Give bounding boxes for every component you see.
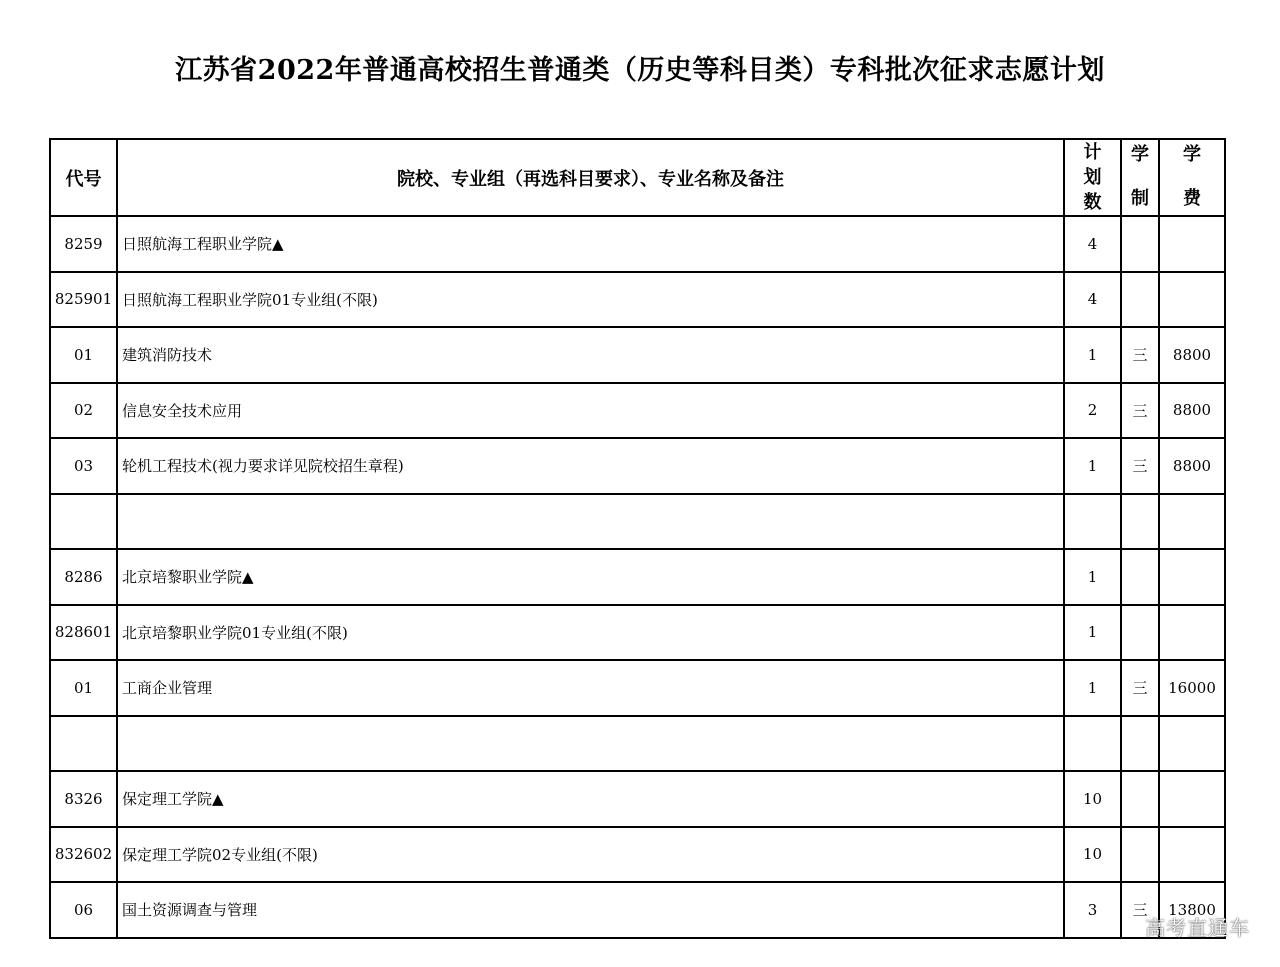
cell-name bbox=[117, 494, 1064, 550]
cell-plan bbox=[1064, 494, 1121, 550]
header-years: 学 制 bbox=[1121, 139, 1159, 216]
cell-plan: 1 bbox=[1064, 660, 1121, 716]
cell-name: 北京培黎职业学院01专业组(不限) bbox=[117, 605, 1064, 661]
cell-name: 工商企业管理 bbox=[117, 660, 1064, 716]
table-row bbox=[50, 438, 1225, 494]
cell-fee bbox=[1159, 827, 1225, 883]
cell-years bbox=[1121, 605, 1159, 661]
cell-years bbox=[1121, 771, 1159, 827]
cell-plan: 1 bbox=[1064, 605, 1121, 661]
cell-plan: 4 bbox=[1064, 272, 1121, 328]
cell-plan: 10 bbox=[1064, 771, 1121, 827]
cell-fee bbox=[1159, 272, 1225, 328]
cell-plan: 1 bbox=[1064, 549, 1121, 605]
table-row bbox=[50, 327, 1225, 383]
header-fee: 学 费 bbox=[1159, 139, 1225, 216]
table-row bbox=[50, 771, 1225, 827]
watermark-text: 高考直通车 bbox=[1145, 916, 1250, 940]
table-row bbox=[50, 827, 1225, 883]
cell-name: 保定理工学院02专业组(不限) bbox=[117, 827, 1064, 883]
cell-plan: 10 bbox=[1064, 827, 1121, 883]
cell-fee: 16000 bbox=[1159, 660, 1225, 716]
table-row bbox=[50, 660, 1225, 716]
table-row bbox=[50, 494, 1225, 550]
cell-name: 信息安全技术应用 bbox=[117, 383, 1064, 439]
cell-fee bbox=[1159, 216, 1225, 272]
cell-name: 保定理工学院▲ bbox=[117, 771, 1064, 827]
cell-code: 02 bbox=[50, 383, 117, 439]
cell-plan: 1 bbox=[1064, 438, 1121, 494]
cell-code: 06 bbox=[50, 882, 117, 938]
cell-name: 国土资源调查与管理 bbox=[117, 882, 1064, 938]
header-plan: 计 划 数 bbox=[1064, 139, 1121, 216]
cell-code: 8286 bbox=[50, 549, 117, 605]
cell-years: 三 bbox=[1121, 438, 1159, 494]
table-row bbox=[50, 716, 1225, 772]
cell-fee bbox=[1159, 494, 1225, 550]
cell-plan: 3 bbox=[1064, 882, 1121, 938]
cell-plan: 4 bbox=[1064, 216, 1121, 272]
cell-fee bbox=[1159, 605, 1225, 661]
cell-code: 8326 bbox=[50, 771, 117, 827]
cell-name: 轮机工程技术(视力要求详见院校招生章程) bbox=[117, 438, 1064, 494]
header-name: 院校、专业组（再选科目要求）、专业名称及备注 bbox=[117, 139, 1064, 216]
cell-fee: 8800 bbox=[1159, 438, 1225, 494]
page-title: 江苏省2022年普通高校招生普通类（历史等科目类）专科批次征求志愿计划 bbox=[175, 55, 1105, 86]
table-row bbox=[50, 216, 1225, 272]
cell-years: 三 bbox=[1121, 882, 1159, 938]
table-row bbox=[50, 605, 1225, 661]
cell-plan bbox=[1064, 716, 1121, 772]
cell-name: 北京培黎职业学院▲ bbox=[117, 549, 1064, 605]
cell-years bbox=[1121, 272, 1159, 328]
cell-name: 日照航海工程职业学院01专业组(不限) bbox=[117, 272, 1064, 328]
cell-code bbox=[50, 494, 117, 550]
cell-code: 8259 bbox=[50, 216, 117, 272]
cell-name: 建筑消防技术 bbox=[117, 327, 1064, 383]
cell-years bbox=[1121, 494, 1159, 550]
cell-code bbox=[50, 716, 117, 772]
table-row bbox=[50, 272, 1225, 328]
cell-fee: 8800 bbox=[1159, 383, 1225, 439]
cell-years bbox=[1121, 549, 1159, 605]
cell-years: 三 bbox=[1121, 327, 1159, 383]
cell-years bbox=[1121, 716, 1159, 772]
header-code: 代号 bbox=[50, 139, 117, 216]
cell-years bbox=[1121, 827, 1159, 883]
cell-fee bbox=[1159, 549, 1225, 605]
plan-table bbox=[49, 138, 1226, 939]
cell-years: 三 bbox=[1121, 383, 1159, 439]
cell-fee: 8800 bbox=[1159, 327, 1225, 383]
cell-code: 832602 bbox=[50, 827, 117, 883]
cell-code: 01 bbox=[50, 327, 117, 383]
cell-code: 03 bbox=[50, 438, 117, 494]
cell-years: 三 bbox=[1121, 660, 1159, 716]
cell-plan: 2 bbox=[1064, 383, 1121, 439]
table-row bbox=[50, 549, 1225, 605]
cell-years bbox=[1121, 216, 1159, 272]
cell-code: 828601 bbox=[50, 605, 117, 661]
cell-plan: 1 bbox=[1064, 327, 1121, 383]
cell-name: 日照航海工程职业学院▲ bbox=[117, 216, 1064, 272]
table-row bbox=[50, 383, 1225, 439]
cell-fee bbox=[1159, 771, 1225, 827]
table-row bbox=[50, 882, 1225, 938]
cell-name bbox=[117, 716, 1064, 772]
cell-code: 825901 bbox=[50, 272, 117, 328]
cell-fee bbox=[1159, 716, 1225, 772]
cell-code: 01 bbox=[50, 660, 117, 716]
table-header-row bbox=[50, 139, 1225, 216]
cell-fee: 13800 bbox=[1159, 882, 1225, 938]
